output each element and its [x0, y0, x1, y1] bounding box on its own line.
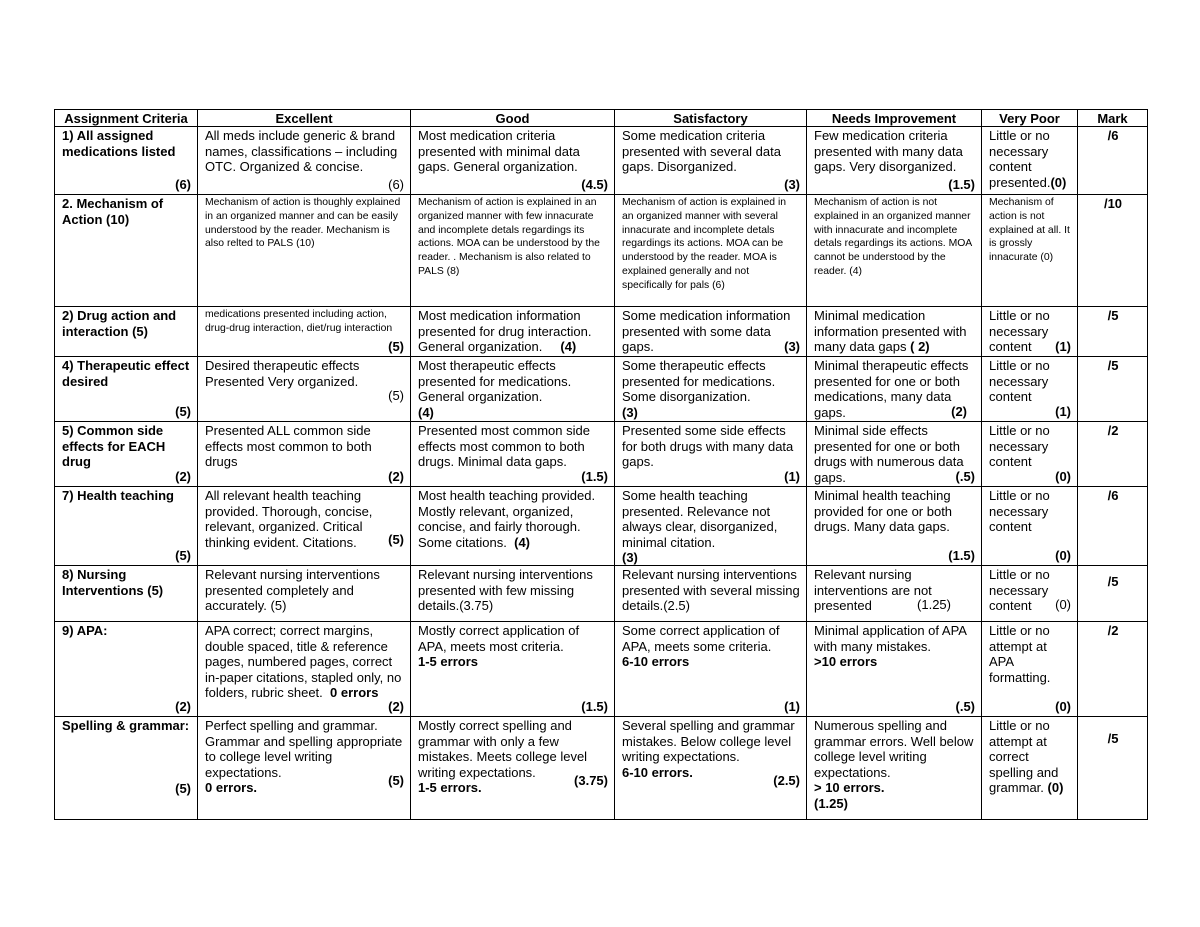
needs-points: (.5) [955, 469, 975, 485]
satisfactory-text: Some medication criteria presented with several data gaps. Disorganized. [622, 128, 781, 175]
excellent-points: (5) [388, 773, 404, 789]
good-cell [411, 422, 615, 487]
criteria-points: (2) [175, 699, 191, 715]
poor-points: (1) [1055, 404, 1071, 420]
criteria-cell [55, 127, 198, 195]
excellent-text: APA correct; correct margins, double spaced, title & reference pages, numbered pages, correct in-paper citations, stapled only, no folders, rubric sheet. [205, 623, 402, 701]
criteria-label: 8) Nursing Interventions (5) [62, 567, 164, 598]
criteria-points: (5) [175, 781, 191, 797]
good-cell [411, 717, 615, 820]
criteria-points: (6) [175, 177, 191, 193]
satisfactory-points: (3) [784, 177, 800, 193]
excellent-text: Desired therapeutic effects Presented Very organized. [205, 358, 360, 389]
good-cell [411, 127, 615, 195]
needs-cell [807, 566, 982, 622]
good-cell [411, 622, 615, 717]
table-row [55, 195, 1148, 307]
excellent-cell [198, 422, 411, 487]
excellent-points: (2) [388, 699, 404, 715]
good-text: Most medication information presented for drug interaction. General organization. [418, 308, 592, 355]
good-text: Mostly correct application of APA, meets most criteria. [418, 623, 580, 654]
header-good: Good [411, 110, 615, 127]
poor-points: (0) [1055, 597, 1071, 613]
good-points: (4) [560, 339, 577, 355]
needs-text: Few medication criteria presented with many data gaps. Very disorganized. [814, 128, 963, 175]
criteria-label: Spelling & grammar: [62, 718, 190, 733]
criteria-cell [55, 566, 198, 622]
needs-points: (.5) [955, 699, 975, 715]
satisfactory-text: Several spelling and grammar mistakes. Below college level writing expectations. [622, 718, 795, 765]
satisfactory-points: (3) [622, 404, 638, 420]
poor-points: (0) [1055, 548, 1071, 564]
needs-points: ( 2) [910, 339, 930, 355]
criteria-cell [55, 307, 198, 357]
excellent-text: All meds include generic & brand names, classifications – including OTC. Organized & concise. [205, 128, 398, 175]
excellent-text: Relevant nursing interventions presented completely and accurately. (5) [205, 567, 380, 614]
satisfactory-cell [615, 622, 807, 717]
needs-text: Minimal health teaching provided for one or both drugs. Many data gaps. [814, 488, 953, 535]
good-cell [411, 195, 615, 307]
table-row [55, 127, 1148, 195]
criteria-label: 2. Mechanism of Action (10) [62, 196, 164, 227]
criteria-label: 7) Health teaching [62, 488, 174, 503]
poor-cell [982, 127, 1078, 195]
satisfactory-points: (2.5) [773, 773, 800, 789]
table-row [55, 357, 1148, 422]
poor-points: (1) [1055, 339, 1071, 355]
good-points: (4) [418, 404, 434, 420]
table-row [55, 307, 1148, 357]
needs-text: Minimal therapeutic effects presented for one or both medications, many data gaps. [814, 358, 969, 420]
criteria-cell [55, 717, 198, 820]
needs-text: Mechanism of action is not explained in an organized manner with innacurate and incomplete detals regardings its actions. MOA cannot be understood by the reader. (4) [814, 197, 972, 277]
excellent-cell [198, 307, 411, 357]
excellent-cell [198, 487, 411, 566]
poor-cell [982, 566, 1078, 622]
good-cell [411, 487, 615, 566]
excellent-cell [198, 357, 411, 422]
excellent-cell [198, 622, 411, 717]
table-row [55, 566, 1148, 622]
needs-points: (1.25) [814, 795, 848, 811]
satisfactory-cell [615, 422, 807, 487]
needs-cell [807, 717, 982, 820]
satisfactory-text: Some therapeutic effects presented for medications. Some disorganization. [622, 358, 776, 405]
poor-cell [982, 357, 1078, 422]
satisfactory-points: (1) [784, 699, 800, 715]
excellent-cell [198, 566, 411, 622]
excellent-cell [198, 717, 411, 820]
header-needs-improvement: Needs Improvement [807, 110, 982, 127]
criteria-points: (5) [175, 404, 191, 420]
criteria-cell [55, 422, 198, 487]
good-text: Most health teaching provided. Mostly relevant, organized, concise, and fairly thorough. Some citations. [418, 488, 596, 550]
excellent-cell [198, 195, 411, 307]
good-text: Most medication criteria presented with minimal data gaps. General organization. [418, 128, 580, 175]
needs-cell [807, 422, 982, 487]
poor-text: Mechanism of action is not explained at all. It is grossly innacurate (0) [989, 197, 1070, 264]
needs-extra: >10 errors [814, 654, 878, 670]
good-text: Mechanism of action is explained in an organized manner with few innacurate and incomplete detals regardings its actions. MOA can be understood by the reader. . Mechanism is also related to PALS (8) [418, 197, 600, 277]
satisfactory-points: (3) [622, 550, 638, 566]
satisfactory-cell [615, 717, 807, 820]
poor-text: Little or no necessary content presented. [989, 128, 1051, 190]
excellent-text: Mechanism of action is thoughly explained in an organized manner and can be easily understood by the reader. Mechanism is also relted to PALS (10) [205, 197, 401, 250]
header-row [55, 110, 1148, 127]
excellent-points: (5) [388, 532, 404, 548]
needs-points: (1.5) [948, 548, 975, 564]
poor-text: Little or no necessary content [989, 308, 1050, 355]
criteria-cell [55, 487, 198, 566]
header-mark: Mark [1078, 110, 1148, 127]
good-text: Presented most common side effects most common to both drugs. Minimal data gaps. [418, 423, 590, 470]
excellent-cell [198, 127, 411, 195]
good-extra: 1-5 errors [418, 654, 478, 670]
header-satisfactory: Satisfactory [615, 110, 807, 127]
satisfactory-extra: 6-10 errors. [622, 764, 693, 780]
poor-cell [982, 195, 1078, 307]
excellent-points: (6) [388, 177, 404, 193]
poor-text: Little or no attempt at correct spelling and grammar. [989, 718, 1059, 796]
poor-text: Little or no necessary content [989, 488, 1050, 535]
satisfactory-cell [615, 357, 807, 422]
satisfactory-cell [615, 195, 807, 307]
poor-text: Little or no attempt at APA formatting. [989, 623, 1051, 685]
satisfactory-text: Some medication information presented with some data gaps. [622, 308, 791, 355]
excellent-extra: 0 errors [330, 685, 379, 701]
table-row [55, 717, 1148, 820]
poor-cell [982, 487, 1078, 566]
excellent-text: medications presented including action, drug-drug interaction, diet/rug interaction [205, 309, 393, 334]
satisfactory-points: (3) [784, 339, 800, 355]
needs-points: (2) [951, 404, 967, 420]
criteria-label: 2) Drug action and interaction (5) [62, 308, 177, 339]
criteria-label: 9) APA: [62, 623, 108, 638]
satisfactory-text: Relevant nursing interventions presented with several missing details.(2.5) [622, 567, 800, 614]
satisfactory-cell [615, 487, 807, 566]
needs-text: Numerous spelling and grammar errors. Well below college level writing expectations. [814, 718, 974, 780]
good-text: Relevant nursing interventions presented with few missing details.(3.75) [418, 567, 593, 614]
satisfactory-text: Some correct application of APA, meets some criteria. [622, 623, 780, 654]
satisfactory-text: Mechanism of action is explained in an organized manner with several innacurate and incomplete detals regardings its actions. MOA can be understood by the reader. MOA is explained generally and not specifically for pals (6) [622, 197, 787, 291]
needs-text: Minimal application of APA with many mistakes. [814, 623, 967, 654]
poor-cell [982, 622, 1078, 717]
needs-cell [807, 357, 982, 422]
criteria-points: (5) [175, 548, 191, 564]
satisfactory-extra: 6-10 errors [622, 654, 690, 670]
poor-cell [982, 717, 1078, 820]
poor-points: (0) [1047, 780, 1064, 796]
poor-text: Little or no necessary content [989, 567, 1050, 614]
needs-extra: > 10 errors. [814, 780, 885, 796]
good-cell [411, 357, 615, 422]
table-row [55, 622, 1148, 717]
criteria-points: (2) [175, 469, 191, 485]
criteria-cell [55, 357, 198, 422]
satisfactory-cell [615, 307, 807, 357]
excellent-points: (5) [388, 388, 404, 404]
needs-cell [807, 195, 982, 307]
header-criteria: Assignment Criteria [55, 110, 198, 127]
excellent-text: Presented ALL common side effects most common to both drugs [205, 423, 372, 470]
mark-cell: /2 [1078, 622, 1148, 717]
needs-cell [807, 487, 982, 566]
needs-cell [807, 307, 982, 357]
satisfactory-points: (1) [784, 469, 800, 485]
mark-cell: /10 [1078, 195, 1148, 307]
good-points: (3.75) [574, 773, 608, 789]
good-cell [411, 566, 615, 622]
header-excellent: Excellent [198, 110, 411, 127]
needs-cell [807, 127, 982, 195]
criteria-label: 1) All assigned medications listed [62, 128, 176, 159]
good-text: Mostly correct spelling and grammar with only a few mistakes. Meets college level writing expectations. [418, 718, 588, 780]
needs-text: Relevant nursing interventions are not presented [814, 567, 932, 614]
needs-points: (1.25) [917, 597, 951, 613]
excellent-extra: 0 errors. [205, 780, 258, 796]
satisfactory-cell [615, 127, 807, 195]
excellent-text: Perfect spelling and grammar. Grammar and spelling appropriate to college level writing expectations. [205, 718, 403, 780]
good-points: (4.5) [581, 177, 608, 193]
table-row [55, 487, 1148, 566]
good-cell [411, 307, 615, 357]
good-points: (1.5) [581, 469, 608, 485]
mark-cell: /2 [1078, 422, 1148, 487]
good-points: (1.5) [581, 699, 608, 715]
header-very-poor: Very Poor [982, 110, 1078, 127]
criteria-cell [55, 622, 198, 717]
good-text: Most therapeutic effects presented for medications. General organization. [418, 358, 572, 405]
satisfactory-text: Presented some side effects for both drugs with many data gaps. [622, 423, 794, 470]
mark-cell: /5 [1078, 566, 1148, 622]
mark-cell: /5 [1078, 307, 1148, 357]
good-extra: 1-5 errors. [418, 780, 482, 796]
needs-cell [807, 622, 982, 717]
excellent-points: (5) [388, 339, 404, 355]
criteria-cell [55, 195, 198, 307]
good-points: (4) [514, 534, 530, 550]
mark-cell: /5 [1078, 717, 1148, 820]
poor-text: Little or no necessary content [989, 358, 1050, 405]
poor-cell [982, 307, 1078, 357]
satisfactory-cell [615, 566, 807, 622]
excellent-text: All relevant health teaching provided. Thorough, concise, relevant, organized. Critical thinking evident. Citations. [205, 488, 373, 550]
satisfactory-text: Some health teaching presented. Relevance not always clear, disorganized, minimal citation. [622, 488, 778, 550]
needs-text: Minimal side effects presented for one or both drugs with numerous data gaps. [814, 423, 964, 485]
poor-points: (0) [1055, 699, 1071, 715]
criteria-label: 4) Therapeutic effect desired [62, 358, 190, 389]
mark-cell: /6 [1078, 487, 1148, 566]
poor-points: (0) [1055, 469, 1071, 485]
poor-cell [982, 422, 1078, 487]
excellent-points: (2) [388, 469, 404, 485]
mark-cell: /6 [1078, 127, 1148, 195]
poor-text: Little or no necessary content [989, 423, 1050, 470]
mark-cell: /5 [1078, 357, 1148, 422]
needs-text: Minimal medication information presented with many data gaps [814, 308, 967, 355]
table-row [55, 422, 1148, 487]
criteria-label: 5) Common side effects for EACH drug [62, 423, 166, 470]
poor-points: (0) [1050, 174, 1067, 190]
rubric-table [54, 109, 1148, 820]
needs-points: (1.5) [948, 177, 975, 193]
